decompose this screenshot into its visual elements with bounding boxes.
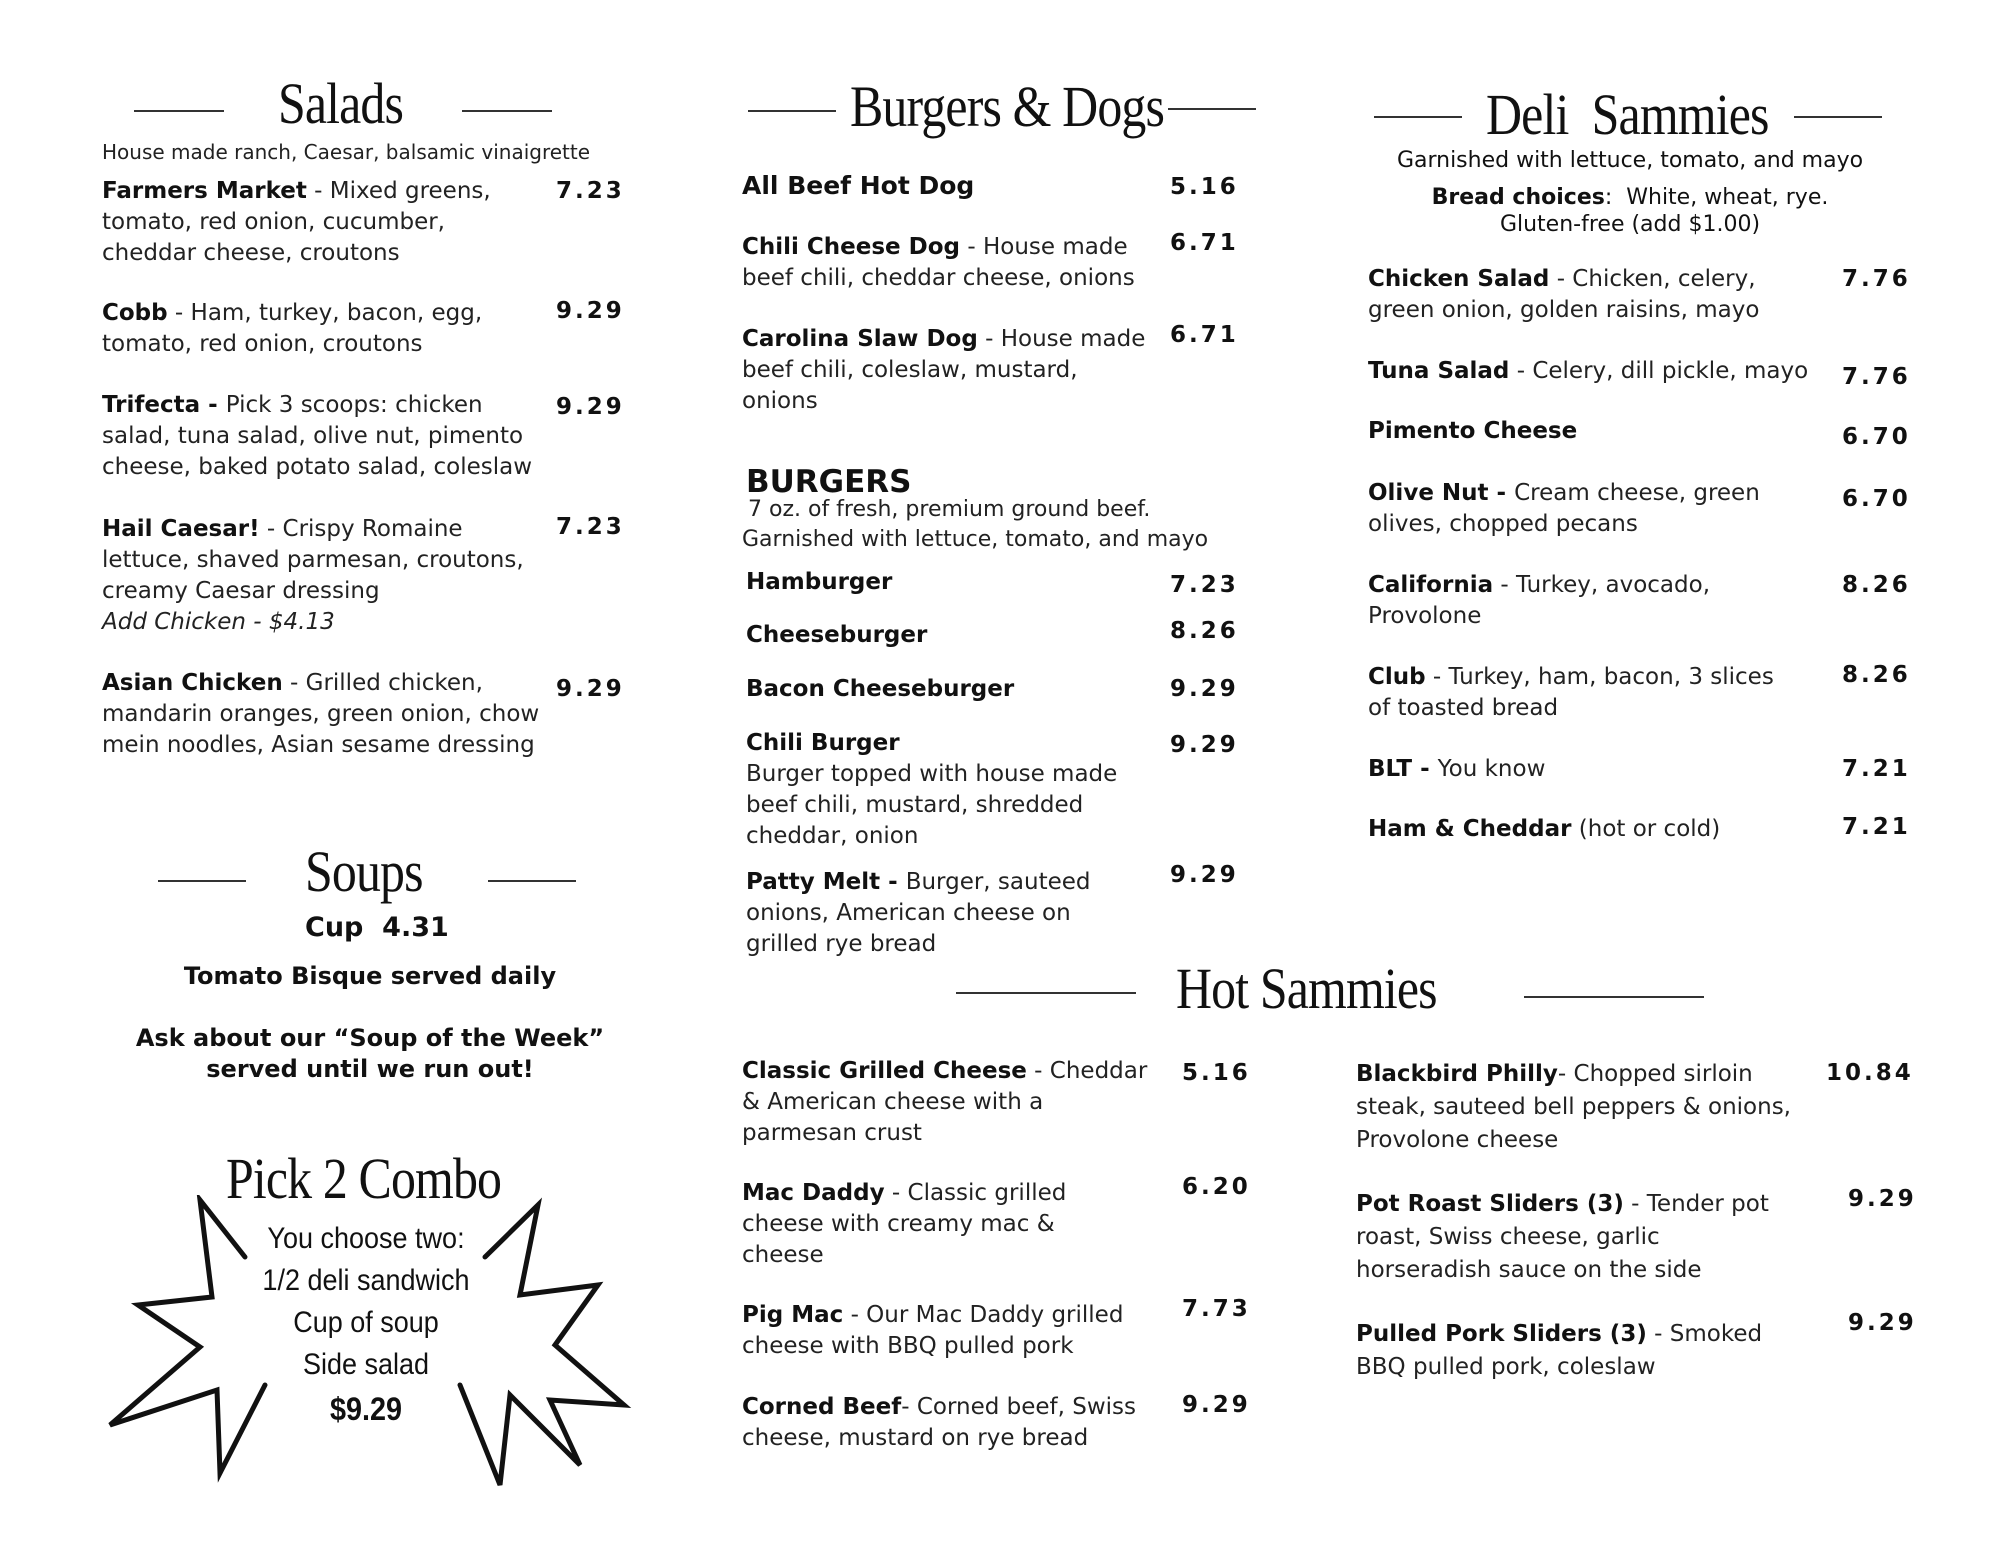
price: 9.29: [556, 676, 625, 702]
salads-title: Salads: [278, 71, 404, 136]
soup-cup-price: Cup 4.31: [305, 912, 449, 943]
item-desc: - Our Mac Daddy grilled cheese with BBQ pulled pork: [742, 1302, 1124, 1359]
combo-title: Pick 2 Combo: [226, 1146, 502, 1211]
price: 9.29: [1170, 676, 1239, 702]
deli-rule-right: [1794, 116, 1882, 118]
price: 9.29: [1848, 1186, 1917, 1212]
deli-item-chicken-salad: [1368, 264, 1798, 326]
price: 6.70: [1842, 424, 1911, 450]
item-desc: - Mixed greens, tomato, red onion, cucumber, cheddar cheese, croutons: [102, 178, 491, 266]
item-name: Olive Nut -: [1368, 480, 1515, 506]
price: 6.70: [1842, 486, 1911, 512]
item-desc: - Cheddar & American cheese with a parmesan crust: [742, 1058, 1148, 1146]
soups-rule-right: [488, 880, 576, 882]
deli-gluten-free: Gluten-free (add $1.00): [1499, 212, 1761, 237]
item-name: Chili Burger: [746, 730, 900, 756]
item-name: Classic Grilled Cheese: [742, 1058, 1027, 1084]
burgers-heading: BURGERS: [746, 464, 912, 500]
item-name: Chili Cheese Dog: [742, 234, 961, 260]
item-desc: - Turkey, ham, bacon, 3 slices of toasted bread: [1368, 664, 1774, 721]
dog-item-chili-cheese: [742, 232, 1152, 294]
item-desc: Pick 3 scoops: chicken salad, tuna salad, olive nut, pimento cheese, baked potato salad, coleslaw: [102, 392, 533, 480]
item-name: Ham & Cheddar: [1368, 816, 1572, 842]
deli-bread-choices: [1380, 185, 1880, 210]
item-name: Blackbird Philly: [1356, 1061, 1558, 1087]
item-name: Pulled Pork Sliders (3): [1356, 1321, 1647, 1347]
burger-item-chili-burger: [746, 728, 1156, 852]
item-desc: You know: [1437, 756, 1546, 782]
soups-title: Soups: [305, 839, 423, 904]
item-desc: Cream cheese, green olives, chopped pecans: [1368, 480, 1760, 537]
price: 8.26: [1842, 662, 1911, 688]
item-name: Cheeseburger: [746, 622, 928, 648]
salad-item-cobb: [102, 298, 542, 360]
burgers-rule-left: [748, 110, 836, 112]
price: 7.23: [1170, 572, 1239, 598]
price: 7.76: [1842, 266, 1911, 292]
dog-item-carolina-slaw: [742, 324, 1152, 417]
burger-item-patty-melt: [746, 867, 1146, 960]
item-name: Pimento Cheese: [1368, 418, 1578, 444]
combo-price: $9.29: [329, 1391, 403, 1427]
item-desc: Burger topped with house made beef chili, mustard, shredded cheddar, onion: [746, 761, 1118, 849]
deli-garnish: Garnished with lettuce, tomato, and mayo: [1396, 148, 1864, 173]
item-name: Mac Daddy: [742, 1180, 885, 1206]
soups-rule-left: [158, 880, 246, 882]
price: 6.71: [1170, 322, 1239, 348]
item-desc: - Tender pot roast, Swiss cheese, garlic horseradish sauce on the side: [1356, 1191, 1769, 1283]
item-desc: - Chopped sirloin steak, sauteed bell peppers & onions, Provolone cheese: [1356, 1061, 1791, 1153]
item-desc: - Turkey, avocado, Provolone: [1368, 572, 1711, 629]
price: 9.29: [556, 298, 625, 324]
item-desc: - Smoked BBQ pulled pork, coleslaw: [1356, 1321, 1763, 1380]
add-chicken-note: Add Chicken - $4.13: [102, 609, 335, 635]
bread-choices-text: : White, wheat, rye.: [1604, 185, 1829, 210]
price: 5.16: [1182, 1060, 1251, 1086]
price: 10.84: [1826, 1060, 1914, 1086]
hot-rule-right: [1524, 996, 1704, 998]
item-desc: - Classic grilled cheese with creamy mac & cheese: [742, 1180, 1067, 1268]
burger-item-bacon-cheeseburger: [746, 674, 1126, 705]
price: 7.23: [556, 514, 625, 540]
item-name: Asian Chicken: [102, 670, 283, 696]
item-name: All Beef Hot Dog: [742, 171, 975, 200]
price: 7.73: [1182, 1296, 1251, 1322]
price: 9.29: [1182, 1392, 1251, 1418]
hot-item-corned-beef: [742, 1392, 1152, 1454]
item-name: Trifecta -: [102, 392, 226, 418]
item-desc: - Corned beef, Swiss cheese, mustard on rye bread: [742, 1394, 1137, 1451]
price: 6.71: [1170, 230, 1239, 256]
bread-choices-label: Bread choices: [1431, 185, 1605, 210]
price: 9.29: [1170, 862, 1239, 888]
price: 6.20: [1182, 1174, 1251, 1200]
salad-item-farmers-market: [102, 176, 542, 269]
price: 8.26: [1842, 572, 1911, 598]
combo-line: You choose two:: [267, 1222, 465, 1255]
item-name: California: [1368, 572, 1494, 598]
hot-rule-left: [956, 992, 1136, 994]
item-name: Hail Caesar!: [102, 516, 260, 542]
burgers-desc-2: Garnished with lettuce, tomato, and mayo: [742, 527, 1209, 552]
item-desc: - House made beef chili, cheddar cheese, onions: [742, 234, 1135, 291]
deli-item-ham-cheddar: [1368, 814, 1798, 845]
item-desc: - Crispy Romaine lettuce, shaved parmesan, croutons, creamy Caesar dressing: [102, 516, 524, 604]
salads-dressings: House made ranch, Caesar, balsamic vinaigrette: [102, 140, 591, 164]
item-name: Carolina Slaw Dog: [742, 326, 978, 352]
deli-rule-left: [1374, 116, 1462, 118]
deli-item-tuna-salad: [1368, 356, 1818, 387]
price: 7.21: [1842, 756, 1911, 782]
burgers-dogs-title: Burgers & Dogs: [850, 74, 1165, 139]
hot-item-blackbird-philly: [1356, 1058, 1826, 1157]
hot-item-mac-daddy: [742, 1178, 1112, 1271]
item-desc: - Chicken, celery, green onion, golden raisins, mayo: [1368, 266, 1760, 323]
item-name: Patty Melt -: [746, 869, 906, 895]
salad-item-hail-caesar: [102, 514, 552, 638]
item-name: Pot Roast Sliders (3): [1356, 1191, 1624, 1217]
price: 9.29: [1170, 732, 1239, 758]
deli-item-blt: [1368, 754, 1798, 785]
combo-line: 1/2 deli sandwich: [262, 1264, 470, 1297]
price: 9.29: [1848, 1310, 1917, 1336]
deli-item-pimento-cheese: [1368, 416, 1798, 447]
item-desc: - House made beef chili, coleslaw, mustard, onions: [742, 326, 1146, 414]
item-name: Cobb: [102, 300, 168, 326]
item-name: Tuna Salad: [1368, 358, 1510, 384]
item-desc: (hot or cold): [1571, 816, 1721, 842]
combo-line: Side salad: [302, 1348, 430, 1381]
deli-item-olive-nut: [1368, 478, 1798, 540]
hot-title: Hot Sammies: [1176, 956, 1437, 1021]
deli-title: Deli Sammies: [1486, 82, 1769, 147]
deli-item-california: [1368, 570, 1768, 632]
price: 7.21: [1842, 814, 1911, 840]
salads-rule-left: [134, 110, 224, 112]
hot-item-pot-roast-sliders: [1356, 1188, 1796, 1287]
price: 8.26: [1170, 618, 1239, 644]
dog-item-all-beef: [742, 170, 1142, 201]
burger-item-hamburger: [746, 567, 1126, 598]
item-desc: - Ham, turkey, bacon, egg, tomato, red onion, croutons: [102, 300, 483, 357]
item-name: Club: [1368, 664, 1426, 690]
item-name: Bacon Cheeseburger: [746, 676, 1015, 702]
hot-item-classic-grilled-cheese: [742, 1056, 1152, 1149]
hot-item-pulled-pork-sliders: [1356, 1318, 1796, 1384]
price: 9.29: [556, 394, 625, 420]
burgers-rule-right: [1168, 108, 1256, 110]
price: 7.76: [1842, 364, 1911, 390]
burger-item-cheeseburger: [746, 620, 1126, 651]
item-desc: - Celery, dill pickle, mayo: [1509, 358, 1809, 384]
item-name: Corned Beef: [742, 1394, 902, 1420]
item-name: Hamburger: [746, 569, 893, 595]
salad-item-trifecta: [102, 390, 552, 483]
combo-line: Cup of soup: [293, 1306, 439, 1339]
price: 5.16: [1170, 174, 1239, 200]
item-name: Farmers Market: [102, 178, 307, 204]
item-desc: - Grilled chicken, mandarin oranges, green onion, chow mein noodles, Asian sesame dressing: [102, 670, 540, 758]
salads-rule-right: [462, 110, 552, 112]
salad-item-asian-chicken: [102, 668, 542, 761]
item-name: Pig Mac: [742, 1302, 844, 1328]
price: 7.23: [556, 178, 625, 204]
soup-of-the-week-line2: served until we run out!: [206, 1055, 534, 1083]
soup-daily: Tomato Bisque served daily: [183, 962, 557, 990]
burgers-desc-1: 7 oz. of fresh, premium ground beef.: [748, 497, 1151, 522]
hot-item-pig-mac: [742, 1300, 1142, 1362]
soup-of-the-week-line1: Ask about our “Soup of the Week”: [135, 1024, 605, 1052]
deli-item-club: [1368, 662, 1798, 724]
item-name: BLT -: [1368, 756, 1438, 782]
item-name: Chicken Salad: [1368, 266, 1550, 292]
item-desc: Burger, sauteed onions, American cheese on grilled rye bread: [746, 869, 1091, 957]
